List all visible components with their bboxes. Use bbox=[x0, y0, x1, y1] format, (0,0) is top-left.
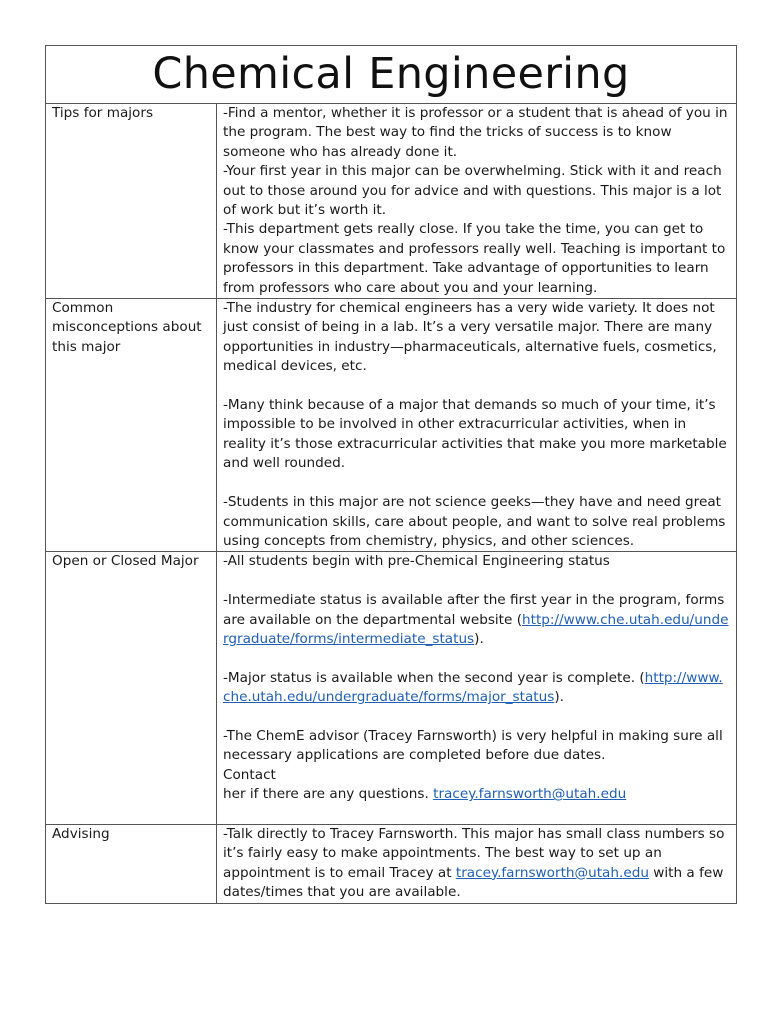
info-table bbox=[46, 104, 736, 903]
advising-email-link[interactable]: tracey.farnsworth@utah.edu bbox=[455, 864, 649, 881]
major-status-end: ). bbox=[554, 689, 564, 706]
row-content-misconceptions bbox=[217, 299, 737, 552]
misconceptions-paragraph-1: -The industry for chemical engineers has a very wide variety. It does not just consist of being in a lab. It’s a very versatile major. There are many opportunities in industry—pharmaceuticals, alternative fuels, cosmetics, medical devices, etc. bbox=[223, 300, 717, 375]
table-row-tips bbox=[46, 104, 736, 299]
contact-text: her if there are any questions. bbox=[223, 786, 429, 803]
intermediate-status-link[interactable]: http://www.che.utah.edu/undergraduate/forms/intermediate_status bbox=[223, 611, 729, 647]
misconceptions-paragraph-2: -Many think because of a major that demands so much of your time, it’s impossible to be involved in other extracurricular activities, when in reality it’s those extracurricular activities that make you more marketable and well rounded. bbox=[223, 397, 727, 472]
table-row-open-closed bbox=[46, 552, 736, 825]
row-label-tips: Tips for majors bbox=[46, 104, 217, 299]
advising-text: -Talk directly to Tracey Farnsworth. This major has small class numbers so it’s fairly easy to make appointments. The best way to set up an appointment is to email Tracey at bbox=[223, 825, 725, 881]
tips-paragraph-2: -Your first year in this major can be overwhelming. Stick with it and reach out to those around you for advice and with questions. This major is a lot of work but it’s worth it. bbox=[223, 163, 722, 219]
intermediate-status-text: -Intermediate status is available after the first year in the program, forms are available on the departmental website ( bbox=[223, 592, 725, 628]
advisor-email-link[interactable]: tracey.farnsworth@utah.edu bbox=[433, 786, 627, 803]
advising-paragraph bbox=[223, 825, 730, 903]
open-closed-paragraph-2 bbox=[223, 591, 730, 649]
misconceptions-paragraph-3: -Students in this major are not science geeks—they have and need great communication skills, care about people, and want to solve real problems using concepts from chemistry, physics, and other sciences. bbox=[223, 494, 726, 549]
row-label-open-closed: Open or Closed Major bbox=[46, 552, 217, 825]
row-content-tips bbox=[217, 104, 737, 299]
major-status-link[interactable]: http://www.che.utah.edu/undergraduate/forms/major_status bbox=[223, 669, 723, 706]
page-title: Chemical Engineering bbox=[46, 46, 736, 104]
open-closed-paragraph-1: -All students begin with pre-Chemical Engineering status bbox=[223, 553, 610, 570]
advising-text-end: with a few dates/times that you are available. bbox=[223, 864, 724, 901]
open-closed-paragraph-3 bbox=[223, 669, 730, 708]
row-content-open-closed bbox=[217, 552, 737, 825]
intermediate-status-end: ). bbox=[474, 630, 484, 647]
document-sheet bbox=[45, 45, 737, 904]
row-label-advising: Advising bbox=[46, 824, 217, 902]
open-closed-paragraph-4: -The ChemE advisor (Tracey Farnsworth) is very helpful in making sure all necessary applications are completed before due dates. bbox=[223, 727, 723, 764]
row-content-advising bbox=[217, 824, 737, 902]
tips-paragraph-1: -Find a mentor, whether it is professor or a student that is ahead of you in the program. The best way to find the tricks of success is to know someone who has already done it. bbox=[223, 105, 728, 160]
table-row-advising bbox=[46, 824, 736, 902]
table-row-misconceptions bbox=[46, 299, 736, 552]
major-status-text: -Major status is available when the second year is complete. ( bbox=[223, 669, 645, 686]
row-label-misconceptions: Common misconceptions about this major bbox=[46, 299, 217, 552]
contact-word: Contact bbox=[223, 766, 276, 783]
tips-paragraph-3: -This department gets really close. If you take the time, you can get to know your classmates and professors really well. Teaching is important to professors in this department. Take advantage of opportunities to learn from professors who care about you and your learning. bbox=[223, 221, 726, 296]
contact-line bbox=[223, 785, 730, 804]
